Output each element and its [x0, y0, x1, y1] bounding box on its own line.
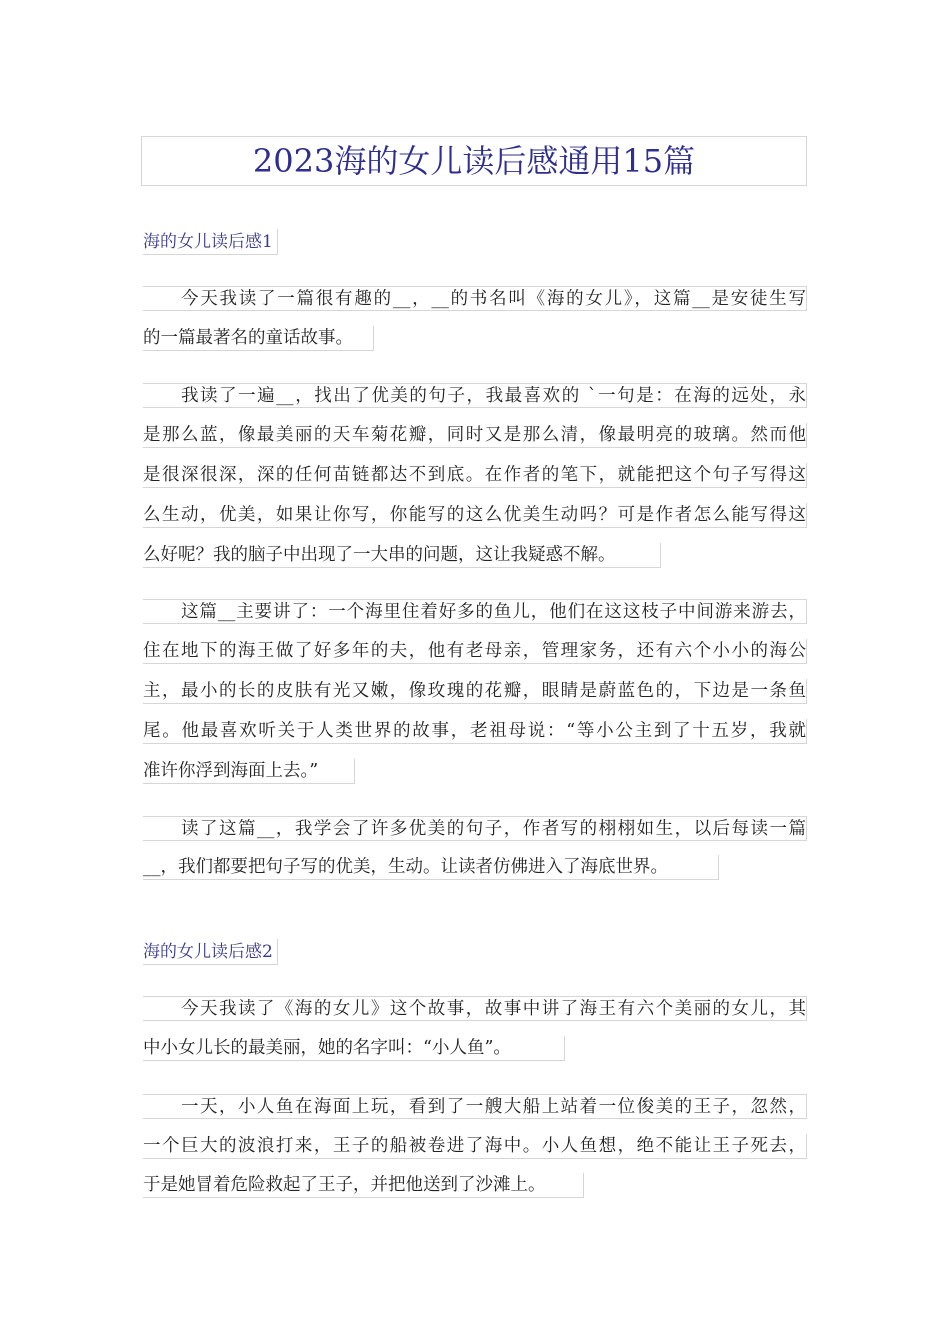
paragraph-line: __，我们都要把句子写的优美，生动。让读者仿佛进入了海底世界。 — [143, 855, 719, 880]
paragraph-line: 的一篇最著名的童话故事。 — [143, 326, 374, 351]
paragraph-line: 一天，小人鱼在海面上玩，看到了一艘大船上站着一位俊美的王子，忽然， — [143, 1094, 807, 1119]
paragraph-line: 这篇__主要讲了：一个海里住着好多的鱼儿，他们在这这枝子中间游来游去， — [143, 599, 807, 624]
paragraph-line: 今天我读了《海的女儿》这个故事，故事中讲了海王有六个美丽的女儿，其 — [143, 996, 807, 1021]
paragraph-line: 一个巨大的波浪打来，王子的船被卷进了海中。小人鱼想，绝不能让王子死去， — [143, 1134, 807, 1159]
paragraph-line: 准许你浮到海面上去。” — [143, 759, 355, 784]
paragraph-line: 尾。他最喜欢听关于人类世界的故事，老祖母说：“等小公主到了十五岁，我就 — [143, 719, 807, 744]
paragraph-line: 中小女儿长的最美丽，她的名字叫：“小人鱼”。 — [143, 1036, 565, 1061]
paragraph-line: 是那么蓝，像最美丽的天车菊花瓣，同时又是那么清，像最明亮的玻璃。然而他 — [143, 423, 807, 448]
page-title: 2023海的女儿读后感通用15篇 — [141, 136, 807, 186]
paragraph-line: 我读了一遍__，找出了优美的句子，我最喜欢的 `一句是：在海的远处，永 — [143, 383, 807, 408]
paragraph-line: 住在地下的海王做了好多年的夫，他有老母亲，管理家务，还有六个小小的海公 — [143, 639, 807, 664]
paragraph-line: 么生动，优美，如果让你写，你能写的这么优美生动吗？可是作者怎么能写得这 — [143, 503, 807, 528]
paragraph-line: 今天我读了一篇很有趣的__，__的书名叫《海的女儿》，这篇__是安徒生写 — [143, 286, 807, 311]
paragraph-line: 是很深很深，深的任何苗链都达不到底。在作者的笔下，就能把这个句子写得这 — [143, 463, 807, 488]
paragraph-line: 么好呢？我的脑子中出现了一大串的问题，这让我疑惑不解。 — [143, 543, 661, 568]
paragraph-line: 读了这篇__，我学会了许多优美的句子，作者写的栩栩如生，以后每读一篇 — [143, 816, 807, 841]
paragraph-line: 于是她冒着危险救起了王子，并把他送到了沙滩上。 — [143, 1173, 584, 1198]
paragraph-line: 主，最小的长的皮肤有光又嫩，像玫瑰的花瓣，眼睛是蔚蓝色的，下边是一条鱼 — [143, 679, 807, 704]
section-heading: 海的女儿读后感2 — [143, 939, 278, 965]
section-heading: 海的女儿读后感1 — [143, 229, 278, 255]
